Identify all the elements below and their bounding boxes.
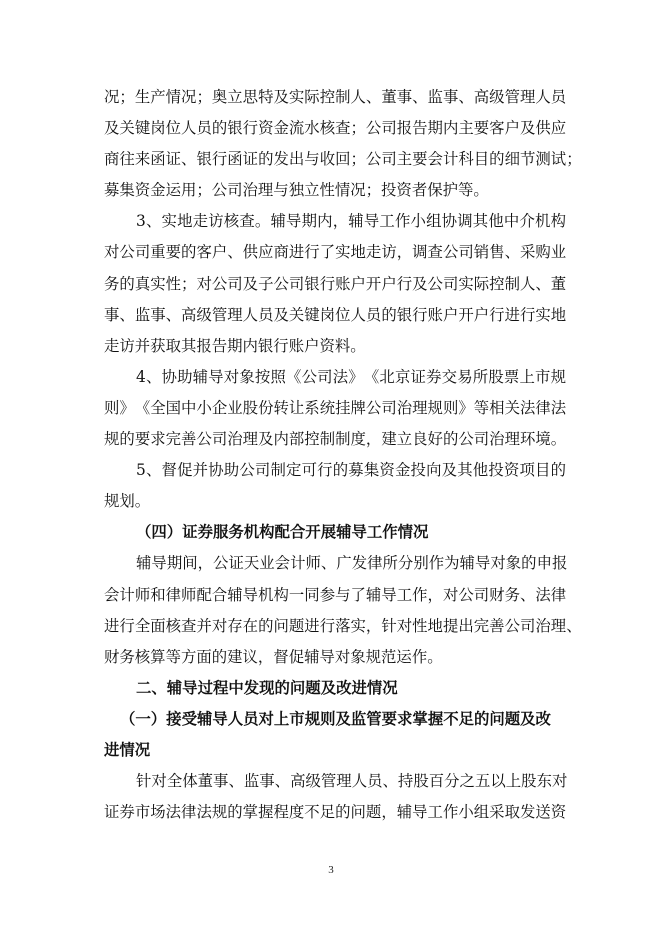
text-line: （四）证券服务机构配合开展辅导工作情况	[136, 523, 429, 542]
text-line: 走访并获取其报告期内银行账户资料。	[104, 336, 366, 355]
text-line: 3 、 实 地 走 访 核 查 。 辅 导 期 内 ， 辅 导 工 作 小 组 协 调 其 他 中 介 机 构	[136, 212, 566, 231]
text-line: 对 公 司 重 要 的 客 户 、 供 应 商 进 行 了 实 地 走 访 ， 调 查 公 司 销 售 、 采 购 业	[104, 243, 567, 262]
text-line: 证 券 市 场 法 律 法 规 的 掌 握 程 度 不 足 的 问 题 ， 辅 导 工 作 小 组 采 取 发 送 资	[104, 803, 567, 822]
page-number: 3	[328, 864, 334, 876]
text-line: 则 》 《 全 国 中 小 企 业 股 份 转 让 系 统 挂 牌 公 司 治 理 规 则 》 等 相 关 法 律 法	[104, 398, 567, 417]
text-line: 规划。	[104, 492, 151, 511]
text-line: 进 行 全 面 核 查 并 对 存 在 的 问 题 进 行 落 实 ， 针 对 性 地 提 出 完 善 公 司 治 理 、	[104, 616, 582, 635]
text-line: 4 、 协 助 辅 导 对 象 按 照 《 公 司 法 》 《 北 京 证 券 交 易 所 股 票 上 市 规	[136, 367, 566, 386]
text-line: 辅 导 期 间 ， 公 证 天 业 会 计 师 、 广 发 律 所 分 别 作 为 辅 导 对 象 的 申 报	[136, 554, 568, 573]
text-line: 况 ； 生 产 情 况 ； 奥 立 思 特 及 实 际 控 制 人 、 董 事 、 监 事 、 高 级 管 理 人 员	[104, 88, 567, 106]
text-line: 会 计 师 和 律 师 配 合 辅 导 机 构 一 同 参 与 了 辅 导 工 作 ， 对 公 司 财 务 、 法 律	[104, 585, 567, 604]
text-line: 募集资金运用；公司治理与独立性情况；投资者保护等。	[104, 181, 489, 200]
text-line: 财务核算等方面的建议，督促辅导对象规范运作。	[104, 647, 443, 666]
text-line: 及 关 键 岗 位 人 员 的 银 行 资 金 流 水 核 查 ； 公 司 报 告 期 内 主 要 客 户 及 供 应	[104, 119, 567, 138]
body-text	[104, 82, 582, 828]
text-line: 二、辅导过程中发现的问题及改进情况	[136, 678, 398, 697]
text-line: 务 的 真 实 性 ； 对 公 司 及 子 公 司 银 行 账 户 开 户 行 及 公 司 实 际 控 制 人 、 董	[104, 274, 567, 293]
text-line: 进情况	[104, 740, 151, 759]
text-line: 5 、 督 促 并 协 助 公 司 制 定 可 行 的 募 集 资 金 投 向 及 其 他 投 资 项 目 的	[136, 461, 566, 480]
text-line: （一）接受辅导人员对上市规则及监管要求掌握不足的问题及改	[120, 709, 551, 728]
text-line: 事 、 监 事 、 高 级 管 理 人 员 及 关 键 岗 位 人 员 的 银 行 账 户 开 户 行 进 行 实 地	[104, 305, 567, 324]
text-line: 规 的 要 求 完 善 公 司 治 理 及 内 部 控 制 制 度 ， 建 立 良 好 的 公 司 治 理 环 境 。	[104, 430, 567, 449]
text-line: 针 对 全 体 董 事 、 监 事 、 高 级 管 理 人 员 、 持 股 百 分 之 五 以 上 股 东 对	[136, 772, 568, 791]
text-line: 商 往 来 函 证 、 银 行 函 证 的 发 出 与 收 回 ； 公 司 主 要 会 计 科 目 的 细 节 测 试 ；	[104, 150, 582, 169]
